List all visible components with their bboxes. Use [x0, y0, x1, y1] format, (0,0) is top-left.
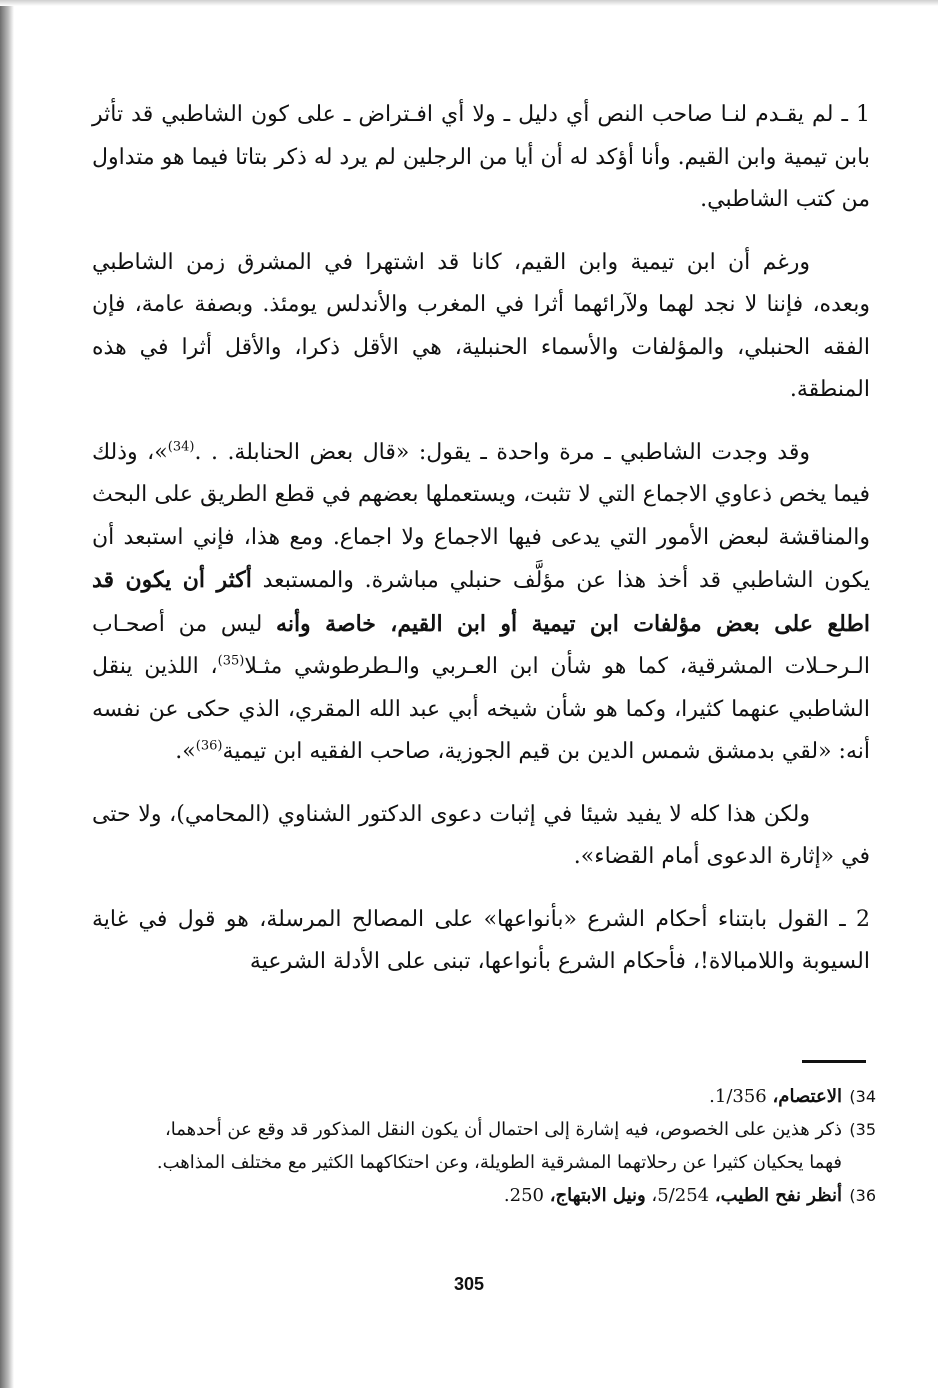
footnote-separator	[802, 1060, 866, 1063]
footnote-36	[110, 1179, 876, 1212]
footnote-number: 34)	[849, 1087, 876, 1106]
footnote-text: 250.	[503, 1185, 550, 1206]
footnote-source-title: أنظر نفح الطيب،	[714, 1185, 842, 1206]
paragraph-point-1	[92, 94, 870, 222]
bold-text-run: أكثر أن يكون قد اطلع على بعض مؤلفات ابن تيمية أو ابن القيم، خاصة وأنه	[92, 567, 870, 637]
footnotes-section	[110, 1080, 876, 1212]
paragraph-point-2	[92, 899, 870, 984]
footnote-text: ذكر هذين على الخصوص، فيه إشارة إلى احتمال أن يكون النقل المذكور قد وقع عن أحدهما،	[164, 1119, 842, 1140]
footnote-text: 5/254،	[645, 1185, 715, 1206]
footnote-number: 36)	[849, 1186, 876, 1205]
footnote-text: فهما يحكيان كثيرا عن رحلاتهما المشرقية الطويلة، وعن احتكاكهما الكثير مع مختلف المذاهب.	[156, 1152, 842, 1173]
main-body-text	[92, 94, 870, 984]
footnote-35	[110, 1113, 876, 1146]
paragraph-shanawi-claim-text: ولكن هذا كله لا يفيد شيئا في إثبات دعوى الدكتور الشناوي (المحامي)، ولا حتى في «إثارة الدعوى أمام القضاء».	[92, 801, 870, 869]
paragraph-shatibi-quote	[92, 432, 870, 774]
text-run: ليس من أصحـاب الـرحـلات المشرقية، كما هو شأن ابن العـربي والـطرطوشي مثـلا	[92, 611, 870, 679]
text-run: ».	[175, 739, 196, 764]
paragraph-ibn-taymiyya-text: ورغم أن ابن تيمية وابن القيم، كانا قد اشتهرا في المشرق زمن الشاطبي وبعده، فإننا لا نجد لهما ولآرائهما أثرا في المغرب والأندلس يومئذ. وبصفة عامة، فإن الفقه الحنبلي، والمؤلفات والأسماء الحنبلية، هي الأقل ذكرا، والأقل أثرا في هذه المنطقة.	[92, 249, 870, 402]
footnote-34	[110, 1080, 876, 1113]
paragraph-point-2-text: 2 ـ القول بابتناء أحكام الشرع «بأنواعها» على المصالح المرسلة، هو قول في غاية السيوبة واللامبالاة!، فأحكام الشرع بأنواعها، تبنى على الأدلة الشرعية	[92, 906, 870, 974]
footnote-35-continued	[110, 1146, 876, 1179]
footnote-text: 1/356.	[709, 1086, 773, 1107]
footnote-source-title: ونيل الابتهاج،	[549, 1185, 646, 1206]
text-run: »، وذلك فيما يخص ذعاوي الاجماع التي لا تثبت، ويستعملها بعضهم في قطع الطريق على البحث والمناقشة لبعض الأمور التي يدعى فيها الاجماع ولا اجماع. ومع هذا، فإني استبعد أن يكون الشاطبي قد أخذ هذا عن مؤلَّف حنبلي مباشرة. والمستبعد	[92, 439, 870, 593]
text-run: ، اللذين ينقل الشاطبي عنهما كثيرا، وكما هو شأن شيخه أبي عبد الله المقري، الذي حكى عن نفسه أنه: «لقي بدمشق شمس الدين بن قيم الجوزية، صاحب الفقيه ابن تيمية	[92, 654, 870, 764]
scan-top-edge	[0, 0, 938, 6]
footnote-ref-34: (34)	[167, 439, 195, 455]
footnote-source-title: الاعتصام،	[772, 1086, 842, 1107]
paragraph-ibn-taymiyya	[92, 242, 870, 412]
footnote-ref-36: (36)	[195, 738, 223, 754]
paragraph-shanawi-claim	[92, 794, 870, 879]
page-number: 305	[453, 1274, 485, 1294]
footnote-number: 35)	[849, 1120, 876, 1139]
paragraph-point-1-text: 1 ـ لم يقـدم لنـا صاحب النص أي دليل ـ ولا أي افـتراض ـ على كون الشاطبي قد تأثر بابن تيمية وابن القيم. وأنا أؤكد له أن أيا من الرجلين لم يرد له ذكر بتاتا فيما هو متداول من كتب الشاطبي.	[92, 102, 870, 212]
scan-page-edge	[0, 0, 14, 1388]
footnote-ref-35: (35)	[217, 653, 245, 669]
text-run: وقد وجدت الشاطبي ـ مرة واحدة ـ يقول: «قال بعض الحنابلة. . .	[194, 439, 810, 465]
